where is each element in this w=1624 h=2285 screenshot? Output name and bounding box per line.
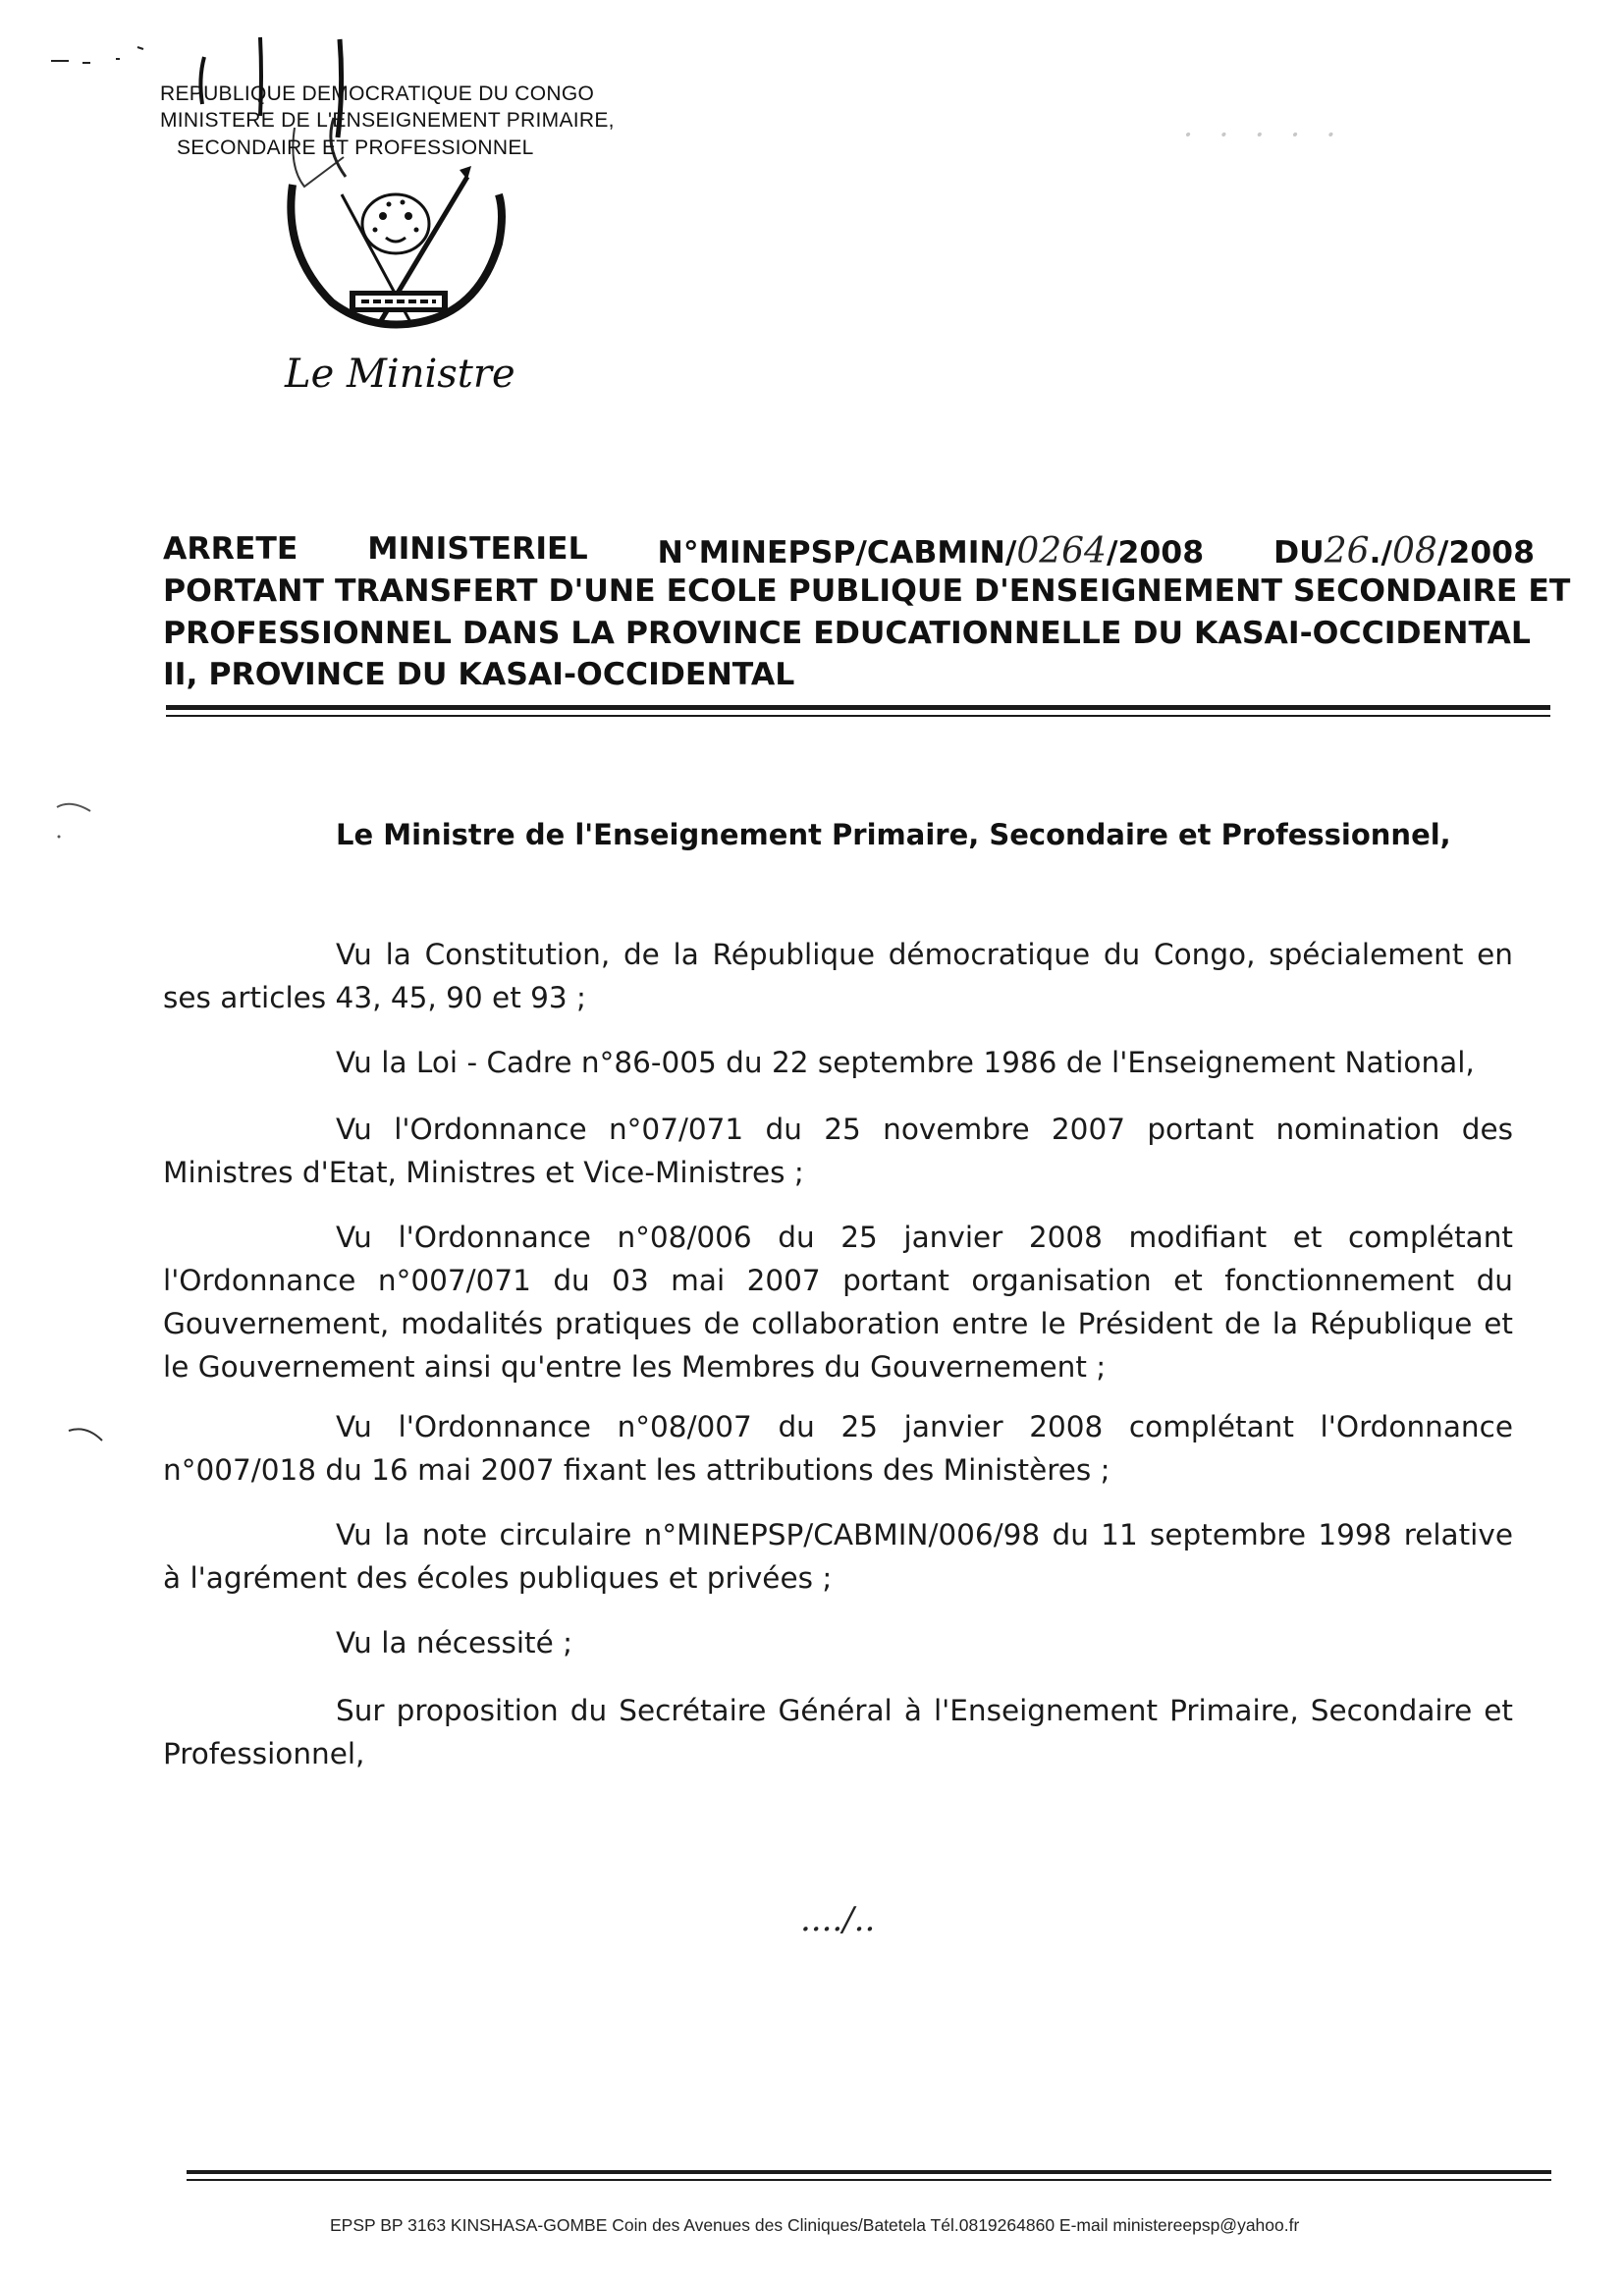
paragraph-text: Vu l'Ordonnance n°08/006 du 25 janvier 2008 modifiant et complétant l'Ordonnance n°007/071 du 03 mai 2007 portant organisation et fonctionnement du Gouvernement, modalités pratiques de collaboration entre le Président de la République et le Gouvernement ainsi qu'entre les Membres du Gouvernement ; xyxy=(163,1221,1513,1384)
handwritten-number: 0264 xyxy=(1016,531,1107,571)
decree-title-line2: PORTANT TRANSFERT D'UNE ECOLE PUBLIQUE D'ENSEIGNEMENT SECONDAIRE ET xyxy=(163,573,1571,609)
paragraph-loi-cadre xyxy=(163,1041,1513,1084)
paragraph-text: Vu la nécessité ; xyxy=(336,1626,573,1659)
decree-title-line1 xyxy=(163,531,1535,571)
paragraph-constitution xyxy=(163,933,1513,1019)
paragraph-ordonnance-08-006 xyxy=(163,1216,1513,1388)
title-slash: / xyxy=(1380,535,1392,571)
title-arrete: ARRETE xyxy=(163,531,298,567)
minister-signature-title: Le Ministre xyxy=(285,352,515,397)
paragraph-text: Vu l'Ordonnance n°07/071 du 25 novembre 2007 portant nomination des Ministres d'Etat, Ministres et Vice-Ministres ; xyxy=(163,1113,1513,1189)
paragraph-note-circulaire xyxy=(163,1513,1513,1600)
paragraph-ordonnance-07-071 xyxy=(163,1108,1513,1194)
page-continuation-mark: ..../.. xyxy=(800,1900,876,1939)
paragraph-text: Vu la Constitution, de la République démocratique du Congo, spécialement en ses articles 43, 45, 90 et 93 ; xyxy=(163,938,1513,1014)
title-number xyxy=(657,531,1204,571)
paragraph-text: Vu la note circulaire n°MINEPSP/CABMIN/006/98 du 11 septembre 1998 relative à l'agrément des écoles publiques et privées ; xyxy=(163,1518,1513,1595)
title-year: /2008 xyxy=(1106,535,1205,571)
handwritten-day: 26 xyxy=(1324,531,1370,571)
paragraph-necessite xyxy=(163,1621,1513,1664)
paragraph-text: Vu la Loi - Cadre n°86-005 du 22 septembre 1986 de l'Enseignement National, xyxy=(336,1046,1475,1079)
footer-rule-thin xyxy=(187,2179,1551,2181)
title-ministeriel: MINISTERIEL xyxy=(367,531,588,567)
decree-title-line3: PROFESSIONNEL DANS LA PROVINCE EDUCATIONNELLE DU KASAI-OCCIDENTAL xyxy=(163,616,1531,651)
margin-mark xyxy=(53,797,102,846)
letterhead-country: REPUBLIQUE DEMOCRATIQUE DU CONGO xyxy=(160,82,595,105)
paragraph-text: Vu l'Ordonnance n°08/007 du 25 janvier 2008 complétant l'Ordonnance n°007/018 du 16 mai 2007 fixant les attributions des Ministères ; xyxy=(163,1410,1513,1487)
paragraph-ordonnance-08-007 xyxy=(163,1405,1513,1492)
title-ref: N°MINEPSP/CABMIN/ xyxy=(657,535,1017,571)
title-date-year: /2008 xyxy=(1436,535,1535,571)
letterhead-ministry: MINISTERE DE L'ENSEIGNEMENT PRIMAIRE, xyxy=(160,109,615,132)
title-rule-thin xyxy=(166,715,1550,717)
title-rule-thick xyxy=(166,705,1550,710)
handwritten-month: 08 xyxy=(1392,531,1437,571)
title-date xyxy=(1273,531,1535,571)
footer-address: EPSP BP 3163 KINSHASA-GOMBE Coin des Avenues des Cliniques/Batetela Tél.0819264860 E-mail ministereepsp@yahoo.fr xyxy=(330,2215,1300,2235)
faint-scan-noise: · · · · · xyxy=(1183,116,1344,153)
footer-rule-thick xyxy=(187,2170,1551,2174)
paragraph-proposition xyxy=(163,1689,1513,1775)
margin-mark xyxy=(65,1419,114,1448)
minister-heading: Le Ministre de l'Enseignement Primaire, Secondaire et Professionnel, xyxy=(336,818,1451,851)
title-du: DU xyxy=(1272,535,1325,571)
coat-of-arms-icon xyxy=(273,165,518,337)
decree-title-line4: II, PROVINCE DU KASAI-OCCIDENTAL xyxy=(163,657,795,692)
letterhead-ministry-cont: SECONDAIRE ET PROFESSIONNEL xyxy=(177,136,534,159)
title-dot: . xyxy=(1369,535,1381,571)
paragraph-text: Sur proposition du Secrétaire Général à l'Enseignement Primaire, Secondaire et Professionnel, xyxy=(163,1694,1513,1770)
